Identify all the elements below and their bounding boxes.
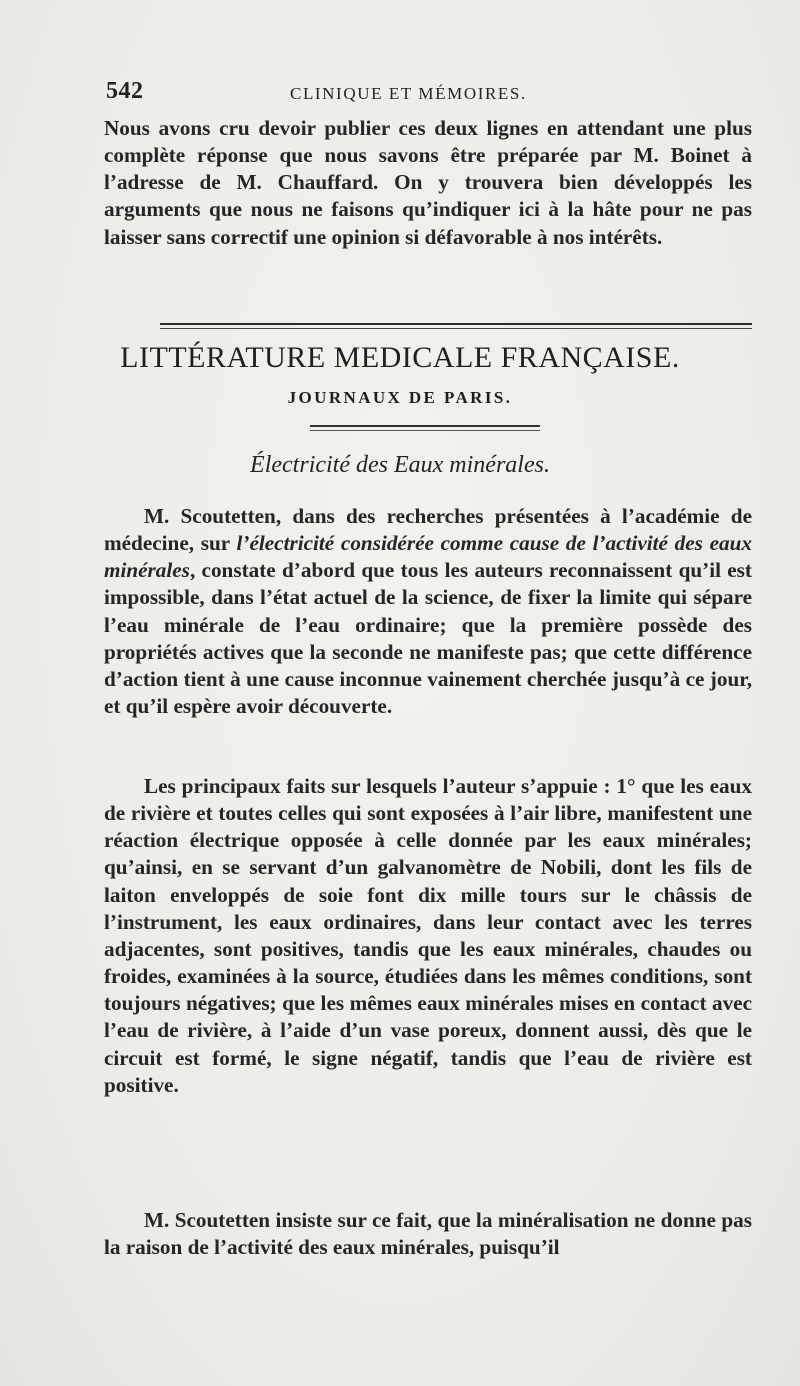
paragraph-principal-facts: Les principaux faits sur lesquels l’auteur s’appuie : 1° que les eaux de rivière et toutes celles qui sont exposées à l’air libre, manifestent une réaction électrique opposée à celle donnée par les eaux minérales; qu’ainsi, en se servant d’un galvanomètre de Nobili, dont les fils de laiton enveloppés de soie font dix mille tours sur le châssis de l’instrument, les eaux ordinaires, dans leur contact avec les terres adjacentes, sont positives, tandis que les eaux minérales, chaudes ou froides, examinées à la source, étudiées dans les mêmes conditions, sont toujours négatives; que les mêmes eaux minérales mises en contact avec l’eau de rivière, à l’aide d’un vase poreux, donnent aussi, dès que le circuit est formé, le signe négatif, tandis que l’eau de rivière est positive. [104,774,752,1097]
subtitle-rule-thin [310,430,540,431]
paragraph-2-part-2: , constate d’abord que tous les auteurs reconnaissent qu’il est impossible, dans l’état actuel de la science, de fixer la limite qui sépare l’eau minérale de l’eau ordinaire; que la première possède des propriétés actives que la seconde ne manifeste pas; que cette différence d’action tient à une cause inconnue vainement cherchée jusqu’à ce jour, et qu’il espère avoir découverte. [104,558,752,719]
paragraph-intro: Nous avons cru devoir publier ces deux lignes en attendant une plus complète réponse que nous savons être préparée par M. Boinet à l’adresse de M. Chauffard. On y trouvera bien développés les arguments que nous ne faisons qu’indiquer ici à la hâte pour ne pas laisser sans correctif une opinion si défavorable à nos intérêts. [104,116,752,249]
page-number: 542 [106,78,144,104]
section-subtitle: JOURNAUX DE PARIS. [287,388,513,407]
section-rule-thick [160,323,752,325]
article-title: Électricité des Eaux minérales. [250,452,550,478]
paragraph-2-part-1: M. Scoutetten, dans des recherches présentées à l’académie de médecine, sur [104,504,752,556]
running-head: CLINIQUE ET MÉMOIRES. [290,84,527,103]
page-header [100,74,752,114]
section-rule-thin [160,328,752,329]
subtitle-rule-thick [310,425,540,427]
section-title: LITTÉRATURE MEDICALE FRANÇAISE. [120,341,680,374]
paragraph-2-italic-title: l’électricité considérée comme cause de l’activité des eaux minérales [104,531,752,583]
paragraph-mineralisation: M. Scoutetten insiste sur ce fait, que la minéralisation ne donne pas la raison de l’activité des eaux minérales, puisqu’il [104,1208,752,1260]
paragraph-scoutetten-intro [104,503,752,720]
